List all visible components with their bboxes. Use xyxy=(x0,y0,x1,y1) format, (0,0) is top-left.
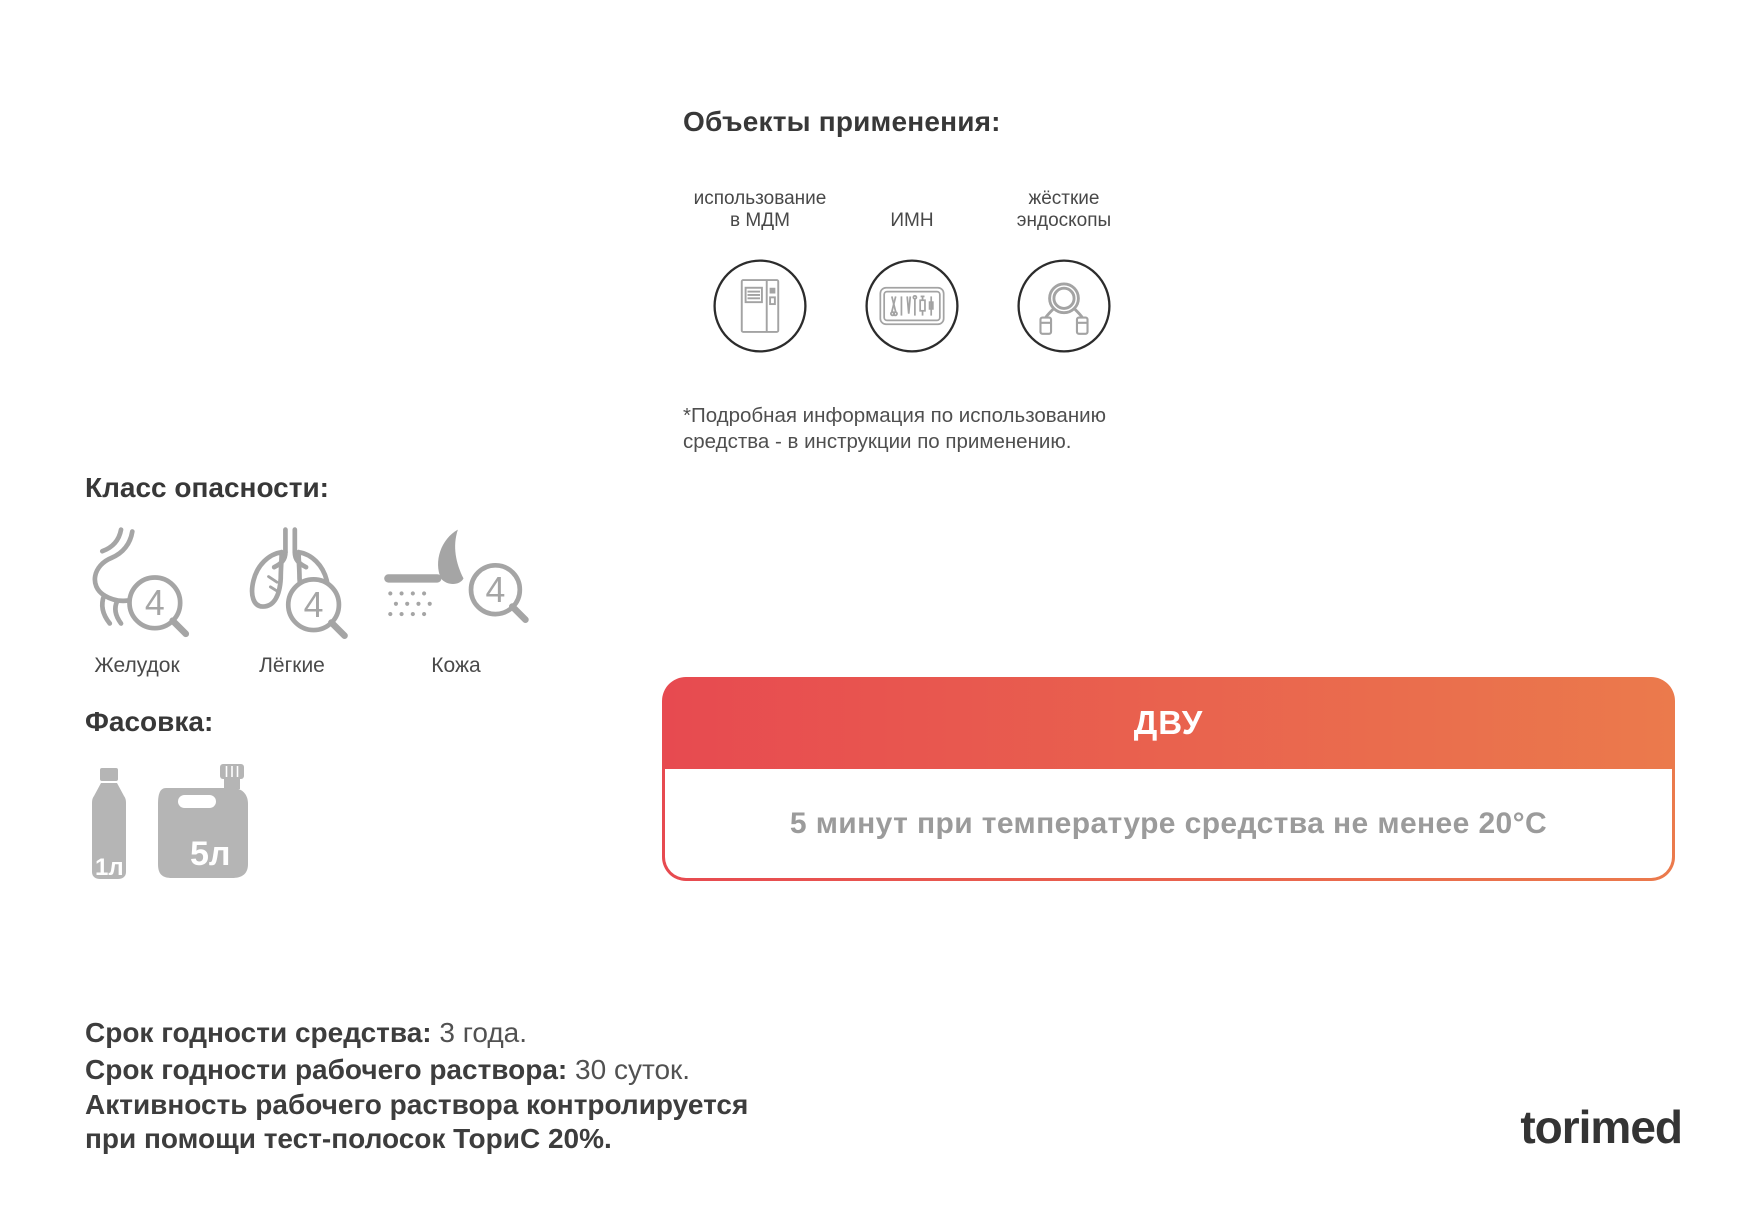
instruments-tray-icon xyxy=(864,258,960,354)
packaging-section-title: Фасовка: xyxy=(85,706,214,737)
footnote-line2: средства - в инструкции по применению. xyxy=(683,430,1072,453)
objects-row xyxy=(684,186,1140,354)
torimed-logo: torimed xyxy=(1520,1101,1682,1153)
object-label xyxy=(890,186,933,232)
hazard-row xyxy=(58,524,544,678)
dvu-card xyxy=(662,677,1675,881)
bottle-1l-icon xyxy=(86,766,132,880)
solution-life-label: Срок годности рабочего раствора: xyxy=(85,1054,568,1085)
activity-line2: при помощи тест-полосок ТориС 20%. xyxy=(85,1123,612,1154)
hazard-item-stomach xyxy=(58,524,216,678)
object-label-line1: жёсткие xyxy=(1028,188,1100,209)
objects-footnote xyxy=(683,403,1106,455)
shelf-life-line xyxy=(85,1014,748,1051)
activity-line1: Активность рабочего раствора контролируется xyxy=(85,1089,749,1120)
shelf-life-label: Срок годности средства: xyxy=(85,1017,432,1048)
object-label-line1: использование xyxy=(693,188,827,209)
object-label xyxy=(1017,186,1111,232)
lungs-icon xyxy=(223,524,361,646)
object-label-line2: в МДМ xyxy=(730,210,790,231)
solution-life-value: 30 суток. xyxy=(575,1054,691,1085)
footer-text-block xyxy=(85,1014,748,1156)
object-label-line2: ИМН xyxy=(890,210,934,231)
object-label xyxy=(694,186,827,232)
dvu-card-header xyxy=(662,677,1675,769)
object-item-imn xyxy=(836,186,988,354)
object-item-mdm xyxy=(684,186,836,354)
solution-life-line xyxy=(85,1051,748,1088)
stomach-icon xyxy=(68,524,206,646)
object-item-endoscopes xyxy=(988,186,1140,354)
hazard-item-skin xyxy=(368,524,544,678)
shelf-life-value: 3 года. xyxy=(439,1017,528,1048)
footnote-line1: *Подробная информация по использованию xyxy=(683,404,1106,427)
canister-5l-icon xyxy=(154,762,254,880)
hazard-value: 4 xyxy=(303,584,324,625)
hazard-value: 4 xyxy=(144,583,165,624)
rigid-endoscope-icon xyxy=(1016,258,1112,354)
hazard-value: 4 xyxy=(485,569,506,610)
hazard-section-title: Класс опасности: xyxy=(85,472,330,503)
hazard-item-lungs xyxy=(216,524,368,678)
hazard-label: Кожа xyxy=(431,654,481,677)
dvu-exposure-text: 5 минут при температуре средства не менее 20°C xyxy=(789,806,1548,840)
object-label-line2: эндоскопы xyxy=(1016,210,1112,231)
dvu-title: ДВУ xyxy=(1133,704,1204,741)
objects-section-title: Объекты применения: xyxy=(683,106,1001,137)
washer-disinfector-icon xyxy=(712,258,808,354)
bottle-volume-label: 1л xyxy=(95,854,124,880)
packaging-row xyxy=(86,762,254,880)
hazard-label: Желудок xyxy=(94,654,180,677)
canister-volume-label: 5л xyxy=(190,835,231,873)
hazard-label: Лёгкие xyxy=(259,654,325,677)
skin-icon xyxy=(370,524,542,646)
dvu-card-body xyxy=(665,769,1672,878)
